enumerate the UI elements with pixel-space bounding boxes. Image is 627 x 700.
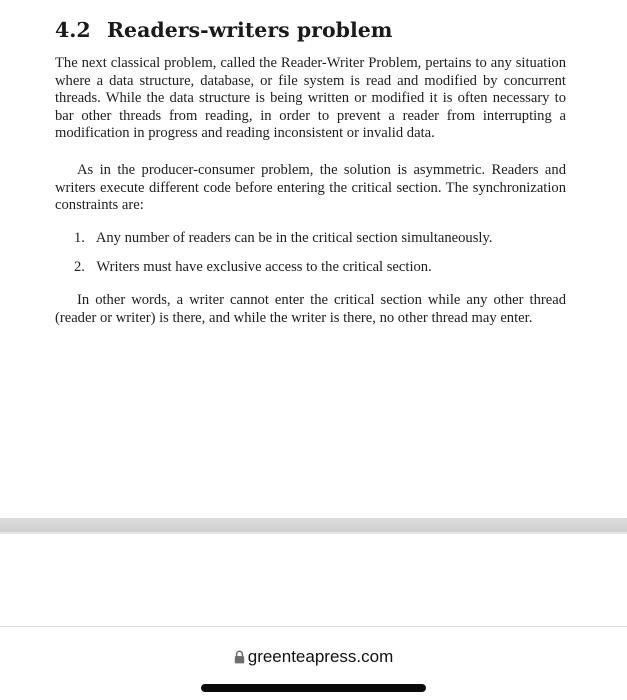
- blank-area: [0, 534, 627, 626]
- section-number: 4.2: [55, 18, 91, 42]
- list-item-text: Any number of readers can be in the critical section simultaneously.: [95, 230, 493, 246]
- list-item-number: 1.: [74, 230, 85, 246]
- paragraph-conclusion: In other words, a writer cannot enter the critical section while any other thread (reader or writer) is there, and while the writer is there, no other thread may enter.: [55, 292, 566, 326]
- list-item: [74, 259, 432, 277]
- paragraph-constraints: As in the producer-consumer problem, the solution is asymmetric. Readers and writers execute different code before entering the critical section. The synchronization constraints are:: [55, 162, 566, 214]
- url-text: greenteapress.com: [247, 647, 394, 666]
- home-indicator[interactable]: [201, 684, 426, 692]
- address-bar[interactable]: [0, 645, 627, 669]
- paragraph-intro: The next classical problem, called the Reader-Writer Problem, pertains to any situation where a data structure, database, or file system is read and modified by concurrent threads. While the data structure is being written or modified it is often necessary to bar other threads from reading, in order to prevent a reader from interrupting a modification in progress and reading inconsistent or invalid data.: [55, 55, 566, 142]
- list-item-text: Writers must have exclusive access to the critical section.: [96, 259, 432, 275]
- section-title: Readers-writers problem: [107, 18, 393, 42]
- list-item: [74, 230, 492, 248]
- section-heading: [55, 18, 392, 42]
- page-divider: [0, 518, 627, 532]
- toolbar-separator: [0, 626, 627, 627]
- lock-icon: [234, 650, 245, 664]
- list-item-number: 2.: [74, 259, 85, 275]
